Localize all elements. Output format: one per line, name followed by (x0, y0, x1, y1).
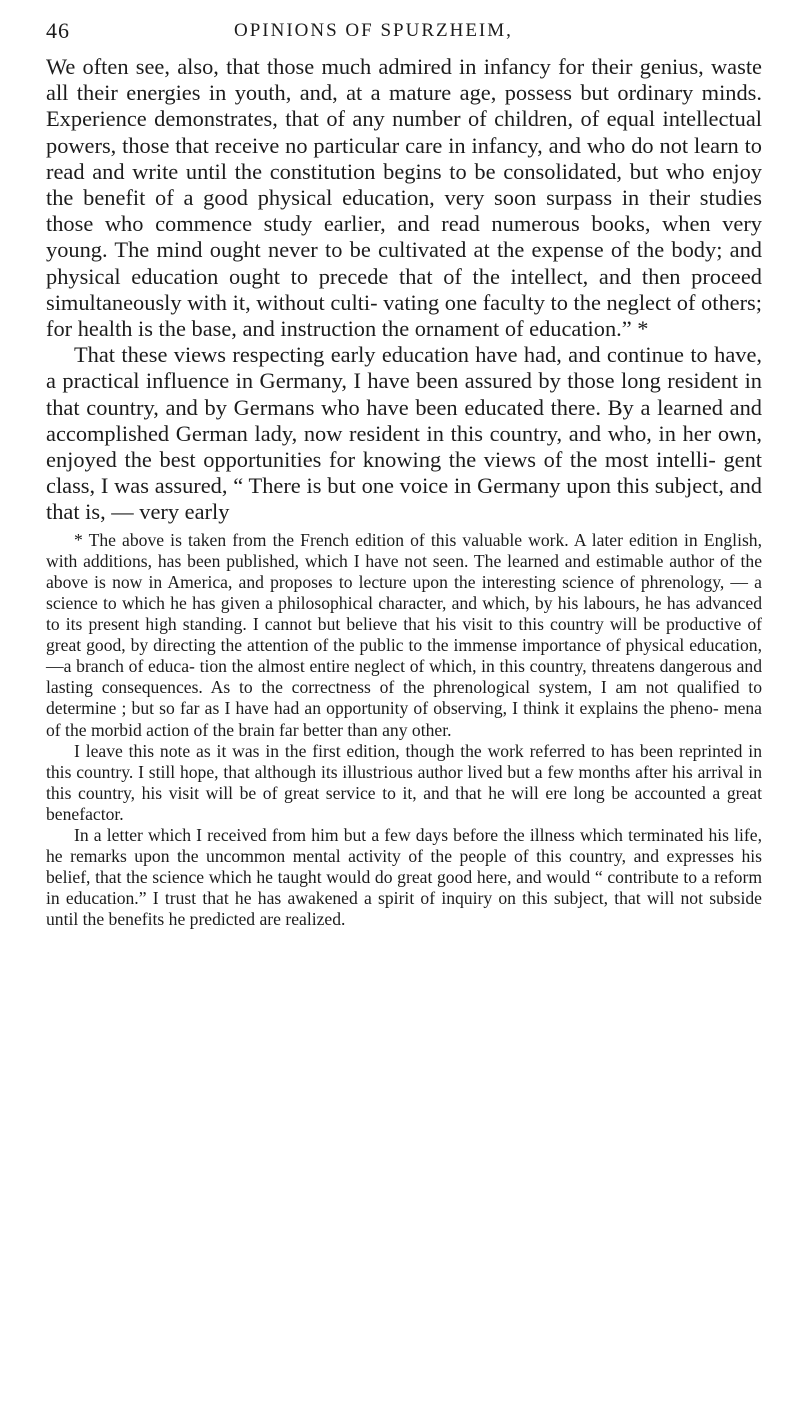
page-header (46, 14, 762, 54)
running-head: OPINIONS OF SPURZHEIM, (234, 20, 513, 41)
body-paragraph-1: We often see, also, that those much admired in infancy for their genius, waste all their energies in youth, and, at a mature age, possess but ordinary minds. Experience demonstrates, that of any number of children, of equal intellectual powers, those that receive no particular care in infancy, and who do not learn to read and write until the constitution begins to be consolidated, but who enjoy the benefit of a good physical education, very soon surpass in their studies those who commence study earlier, and read numerous books, when very young. The mind ought never to be cultivated at the expense of the body; and physical education ought to precede that of the intellect, and then proceed simultaneously with it, without culti- vating one faculty to the neglect of others; for health is the base, and instruction the ornament of education.” * (46, 54, 762, 342)
main-text (46, 54, 762, 526)
body-paragraph-2: That these views respecting early education have had, and continue to have, a practical influence in Germany, I have been assured by those long resident in that country, and by Germans who have been educated there. By a learned and accomplished German lady, now resident in this country, and who, in her own, enjoyed the best opportunities for knowing the views of the most intelli- gent class, I was assured, “ There is but one voice in Germany upon this subject, and that is, — very early (46, 342, 762, 525)
footnote (46, 530, 762, 931)
page-number: 46 (46, 18, 70, 43)
footnote-paragraph-3: In a letter which I received from him but a few days before the illness which terminated his life, he remarks upon the uncommon mental activity of the people of this country, and expresses his belief, that the science which he taught would do great good here, and would “ contribute to a reform in education.” I trust that he has awakened a spirit of inquiry on this subject, that will not subside until the benefits he predicted are realized. (46, 824, 762, 930)
footnote-paragraph-2: I leave this note as it was in the first edition, though the work referred to has been reprinted in this country. I still hope, that although its illustrious author lived but a few months after his arrival in this country, his visit will be of great service to it, and that he will ere long be accounted a great benefactor. (46, 740, 762, 824)
footnote-paragraph-1: * The above is taken from the French edition of this valuable work. A later edition in English, with additions, has been published, which I have not seen. The learned and estimable author of the above is now in America, and proposes to lecture upon the interesting science of phrenology, — a science to which he has given a philosophical character, and which, by his labours, he has advanced to its present high standing. I cannot but believe that his visit to this country will be productive of great good, by directing the attention of the public to the immense importance of physical education,—a branch of educa- tion the almost entire neglect of which, in this country, threatens dangerous and lasting consequences. As to the correctness of the phrenological system, I am not qualified to determine ; but so far as I have had an opportunity of observing, I think it explains the pheno- mena of the morbid action of the brain far better than any other. (46, 529, 762, 740)
book-page (46, 14, 762, 930)
